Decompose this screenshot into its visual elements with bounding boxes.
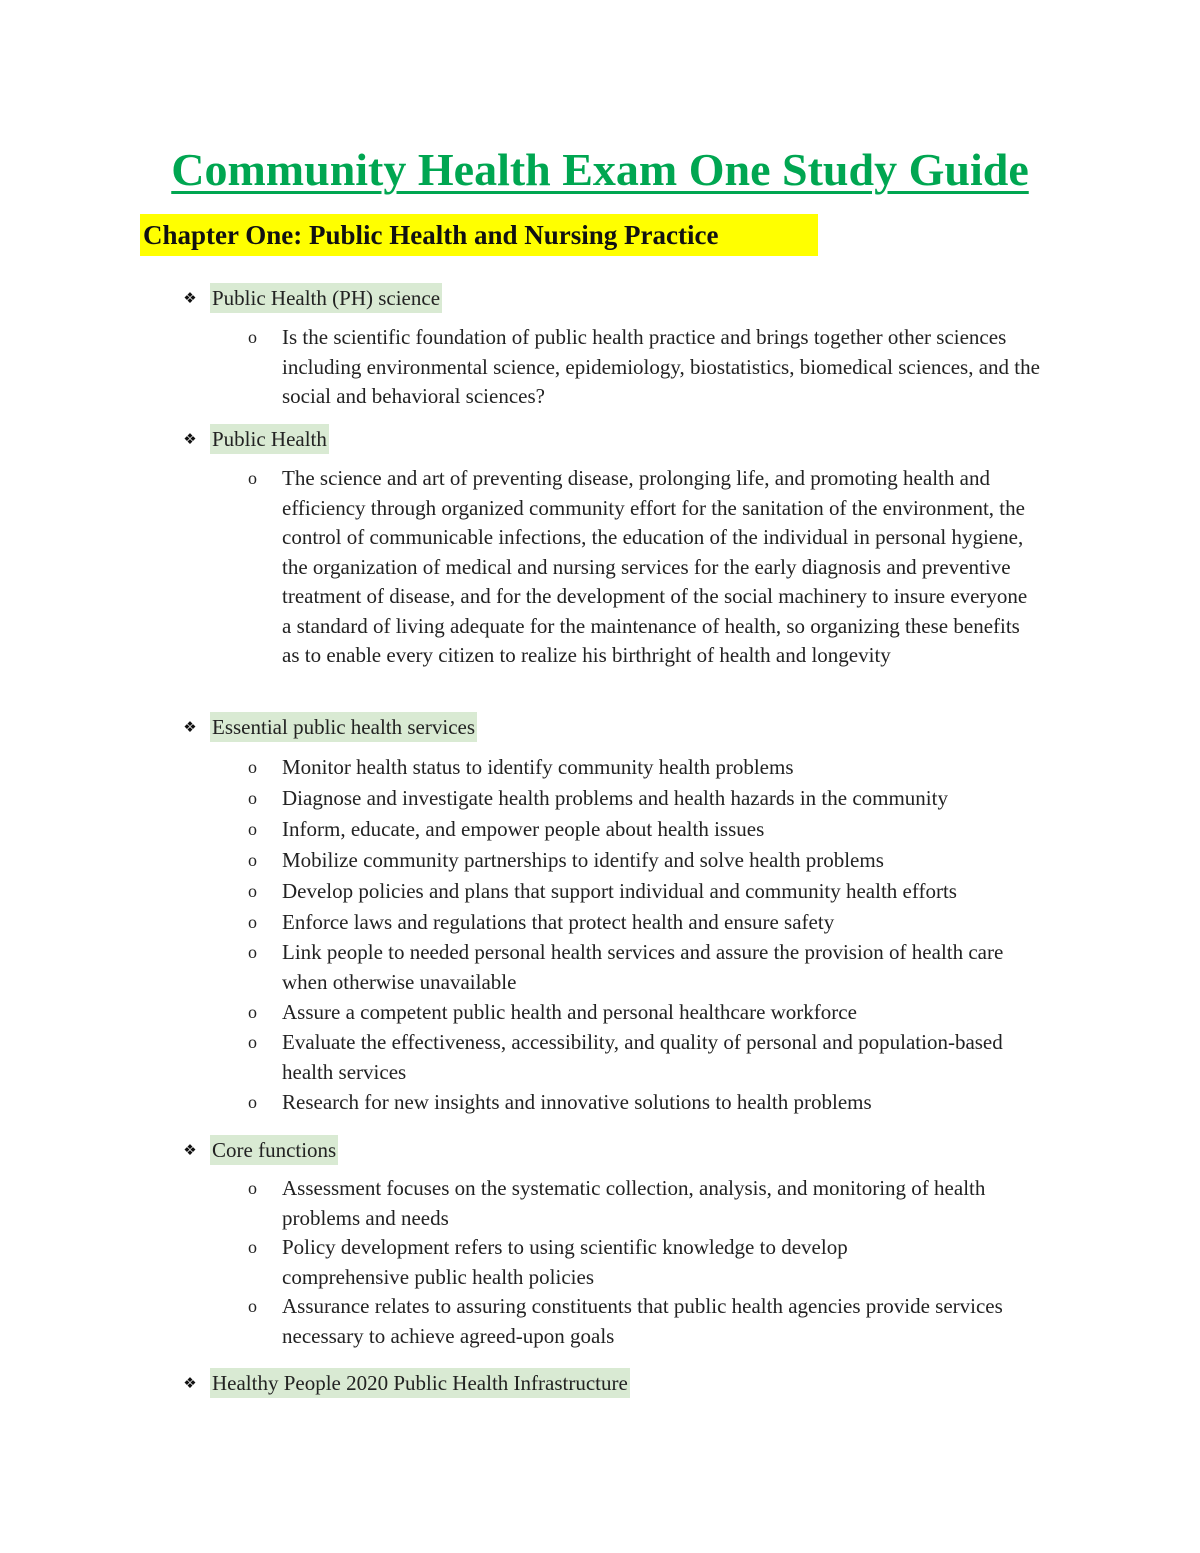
section-heading-row (178, 1368, 1078, 1398)
section-ph-science (178, 283, 1078, 412)
list-item (178, 1292, 1028, 1351)
list-item-text: Diagnose and investigate health problems and health hazards in the community (282, 786, 948, 810)
list-item-text: The science and art of preventing disease, prolonging life, and promoting health and efficiency through organized community effort for the sanitation of the environment, the control of communicable infections, the education of the individual in personal hygiene, the organization of medical and nursing services for the early diagnosis and preventive treatment of disease, and for the development of the social machinery to insure everyone a standard of living adequate for the maintenance of health, so organizing these benefits as to enable every citizen to realize his birthright of health and longevity (282, 466, 1028, 667)
list-item-text: Monitor health status to identify community health problems (282, 755, 794, 779)
list-item (178, 1174, 1018, 1233)
section-item-list (178, 323, 1078, 412)
circle-bullet-icon: o (248, 881, 257, 901)
circle-bullet-icon: o (248, 327, 257, 347)
circle-bullet-icon: o (248, 819, 257, 839)
list-item (178, 752, 1058, 783)
section-heading: Public Health (PH) science (210, 283, 442, 313)
list-item (178, 783, 1058, 814)
section-healthy-people (178, 1368, 1078, 1398)
list-item-text: Develop policies and plans that support individual and community health efforts (282, 879, 957, 903)
circle-bullet-icon: o (248, 1237, 257, 1257)
diamond-bullet-icon: ❖ (183, 718, 197, 736)
circle-bullet-icon: o (248, 1178, 257, 1198)
list-item-text: Is the scientific foundation of public health practice and brings together other sciences including environmental science, epidemiology, biostatistics, biomedical sciences, and the social and behavioral sciences? (282, 325, 1040, 408)
circle-bullet-icon: o (248, 850, 257, 870)
section-public-health (178, 424, 1078, 671)
section-heading-row (178, 283, 1078, 313)
circle-bullet-icon: o (248, 912, 257, 932)
circle-bullet-icon: o (248, 1032, 257, 1052)
section-item-list (178, 1174, 1078, 1351)
list-item (178, 1087, 1058, 1118)
circle-bullet-icon: o (248, 757, 257, 777)
diamond-bullet-icon: ❖ (183, 430, 197, 448)
section-heading-row (178, 424, 1078, 454)
section-heading: Healthy People 2020 Public Health Infrastructure (210, 1368, 630, 1398)
diamond-bullet-icon: ❖ (183, 289, 197, 307)
page-title: Community Health Exam One Study Guide (171, 144, 1029, 195)
list-item-text: Assure a competent public health and personal healthcare workforce (282, 1000, 857, 1024)
list-item-text: Research for new insights and innovative solutions to health problems (282, 1090, 872, 1114)
list-item-text: Mobilize community partnerships to identify and solve health problems (282, 848, 884, 872)
chapter-heading: Chapter One: Public Health and Nursing Practice (140, 214, 818, 256)
list-item (178, 464, 1036, 671)
list-item (178, 845, 1058, 876)
list-item (178, 907, 1058, 938)
list-item-text: Assessment focuses on the systematic collection, analysis, and monitoring of health problems and needs (282, 1176, 986, 1230)
circle-bullet-icon: o (248, 1002, 257, 1022)
circle-bullet-icon: o (248, 1092, 257, 1112)
section-core-functions (178, 1135, 1078, 1351)
diamond-bullet-icon: ❖ (183, 1141, 197, 1159)
list-item-text: Inform, educate, and empower people about health issues (282, 817, 765, 841)
circle-bullet-icon: o (248, 942, 257, 962)
circle-bullet-icon: o (248, 788, 257, 808)
diamond-bullet-icon: ❖ (183, 1374, 197, 1392)
list-item-text: Enforce laws and regulations that protect health and ensure safety (282, 910, 835, 934)
section-heading-row (178, 712, 1078, 742)
list-item-text: Evaluate the effectiveness, accessibility, and quality of personal and population-based health services (282, 1030, 1003, 1084)
circle-bullet-icon: o (248, 1296, 257, 1316)
list-item (178, 323, 1048, 412)
section-heading: Essential public health services (210, 712, 477, 742)
list-item-text: Assurance relates to assuring constituents that public health agencies provide services necessary to achieve agreed-upon goals (282, 1294, 1003, 1348)
list-item (178, 1233, 938, 1292)
list-item (178, 938, 1048, 997)
list-item (178, 997, 1058, 1028)
list-item (178, 814, 1058, 845)
section-item-list (178, 752, 1078, 1118)
list-item (178, 876, 1058, 907)
list-item (178, 1028, 1040, 1087)
list-item-text: Link people to needed personal health services and assure the provision of health care when otherwise unavailable (282, 940, 1004, 994)
section-essential-services (178, 712, 1078, 1118)
list-item-text: Policy development refers to using scientific knowledge to develop comprehensive public health policies (282, 1235, 848, 1289)
section-heading-row (178, 1135, 1078, 1165)
section-item-list (178, 464, 1078, 671)
section-heading: Public Health (210, 424, 329, 454)
circle-bullet-icon: o (248, 468, 257, 488)
section-heading: Core functions (210, 1135, 338, 1165)
